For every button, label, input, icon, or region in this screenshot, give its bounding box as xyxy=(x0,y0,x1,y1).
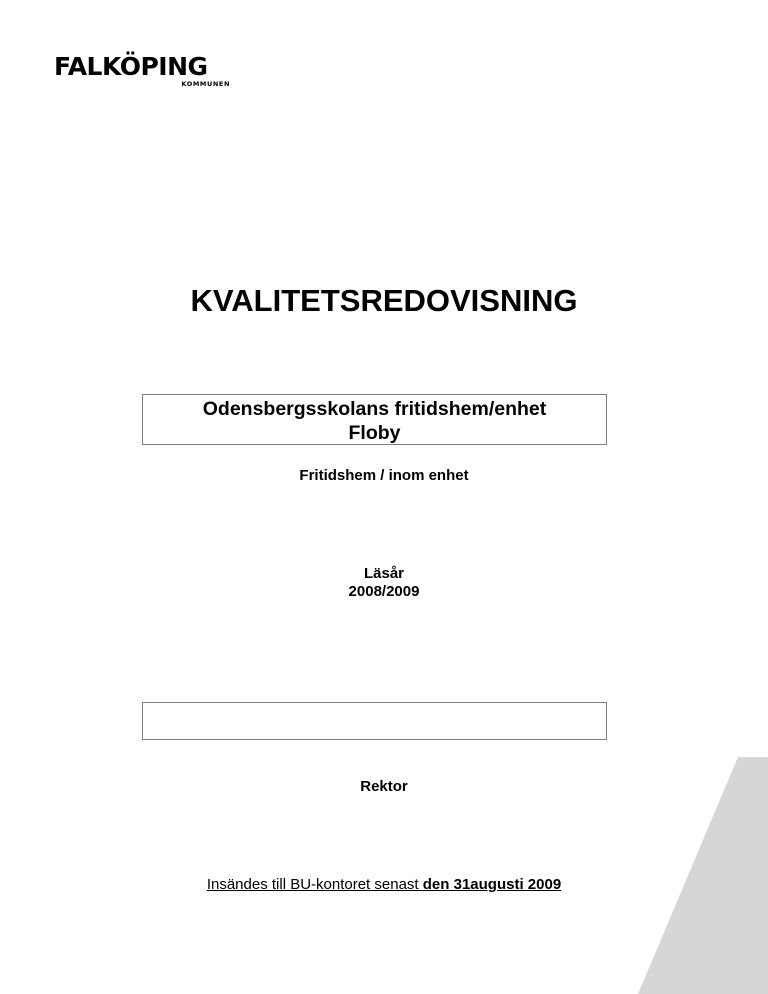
falkoping-logo xyxy=(54,52,230,92)
school-year-label: Läsår xyxy=(363,565,405,582)
document-title: KVALITETSREDOVISNING xyxy=(190,283,578,318)
submission-deadline xyxy=(0,876,768,894)
school-year-value: 2008/2009 xyxy=(348,583,420,600)
logo-subtitle: KOMMUNEN xyxy=(181,80,230,88)
principal-label: Rektor xyxy=(360,778,408,795)
unit-name-box xyxy=(142,394,607,445)
deadline-date: den 31augusti 2009 xyxy=(422,876,562,893)
principal-name-box xyxy=(142,702,607,740)
unit-name-line1: Odensbergsskolans fritidshem/enhet xyxy=(202,398,547,420)
unit-name-line2: Floby xyxy=(348,422,401,444)
deadline-text: Insändes till BU-kontoret senast xyxy=(206,876,423,893)
logo-name: FALKÖPING xyxy=(54,52,208,81)
document-subtitle: Fritidshem / inom enhet xyxy=(299,467,469,484)
